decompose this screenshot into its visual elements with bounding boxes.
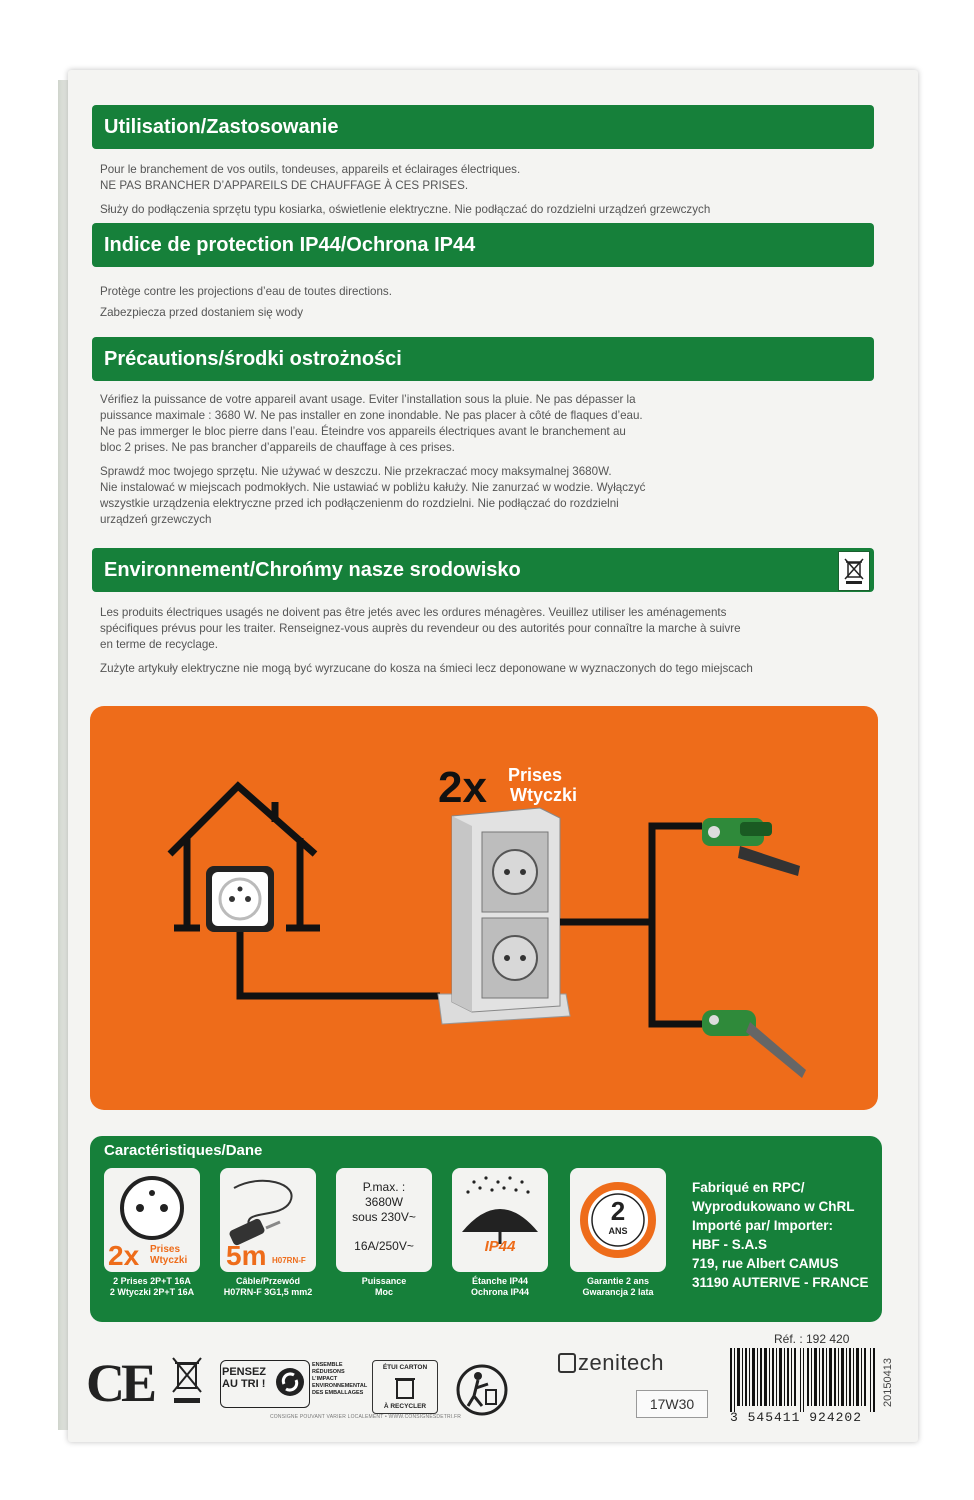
power-text: P.max. : 3680W sous 230V~ 16A/250V~	[352, 1180, 416, 1253]
diagram-label-wtyczki: Wtyczki	[510, 785, 578, 805]
section-title: Précautions/środki ostrożności	[104, 347, 402, 370]
ip44-label: IP44	[484, 1238, 516, 1255]
warranty-unit: ANS	[608, 1226, 628, 1236]
spec-tile-power	[336, 1168, 432, 1272]
paragraph-fr: Pour le branchement de vos outils, tondeuses, appareils et éclairages électriques. NE PAS BRANCHER D’APPAREILS DE CHAUFFAGE À CES PRISES.	[100, 163, 521, 192]
tile-big-value: 2x	[108, 1240, 140, 1271]
triman-pensez-au-tri	[220, 1360, 368, 1406]
zenitech-logo-icon	[558, 1353, 576, 1373]
recycle-arrows-icon	[274, 1366, 306, 1398]
ce-mark: CE	[86, 1353, 154, 1413]
tidyman-icon	[454, 1362, 510, 1418]
spec-tile-ip44	[452, 1168, 548, 1272]
spec-caption-sockets: 2 Prises 2P+T 16A 2 Wtyczki 2P+T 16A	[109, 1276, 195, 1297]
emballages-text: ENSEMBLE RÉDUISONS L’IMPACT ENVIRONNEMENTAL DES EMBALLAGES	[312, 1362, 368, 1396]
diagram-count-label: 2x	[438, 763, 487, 812]
spec-tile-cable	[220, 1168, 316, 1272]
section-body-utilisation	[100, 162, 840, 226]
paragraph-pl: Służy do podłączenia sprzętu typu kosiarka, oświetlenie elektryczne. Nie podłączać do rozdzielni urządzeń grzewczych	[100, 203, 711, 216]
outdoor-socket-pillar-icon	[438, 808, 570, 1024]
paragraph-pl: Zabezpiecza przed dostaniem się wody	[100, 306, 303, 319]
warranty-number: 2	[610, 1196, 626, 1226]
section-body-protection	[100, 284, 840, 329]
print-date: 20150413	[882, 1358, 894, 1407]
section-header-environnement	[92, 548, 874, 592]
paragraph-fr: Vérifiez la puissance de votre appareil avant usage. Eviter l’installation sous la pluie. Ne pas dépasser la puissance maximale : 3680 W. Ne pas installer en zone inondable. Ne pas placer à côté de flaques d’eau. Ne pas immerger le bloc pierre dans l’eau. Éteindre vos appareils électriques avant le branchement au bloc 2 prises. Ne pas brancher d’appareils de chauffage à ces prises.	[100, 393, 643, 454]
characteristics-title: Caractéristiques/Dane	[104, 1142, 263, 1159]
cable-line	[652, 826, 702, 1024]
tile-small-label: Prises Wtyczki	[150, 1244, 188, 1266]
hedge-trimmer-icon	[680, 1010, 806, 1078]
recycle-bin-icon	[393, 1374, 417, 1400]
section-title: Environnement/Chrońmy nasze srodowisko	[104, 558, 521, 581]
etui-carton-badge: ÉTUI CARTON À RECYCLER	[372, 1360, 438, 1414]
spec-caption-power: Puissance Moc	[361, 1276, 407, 1297]
section-header-protection	[92, 223, 874, 267]
consigne-text: CONSIGNE POUVANT VARIER LOCALEMENT • WWW.CONSIGNESDETRI.FR	[270, 1414, 462, 1420]
section-title: Indice de protection IP44/Ochrona IP44	[104, 233, 476, 256]
manufacturer-info: Fabriqué en RPC/ Wyprodukowano w ChRL Importé par/ Importer: HBF - S.A.S 719, rue Albert CAMUS 31190 AUTERIVE - FRANCE	[692, 1180, 869, 1290]
section-body-precautions	[100, 392, 840, 536]
brand-logo: zenitech	[558, 1350, 664, 1376]
weee-bin-icon	[170, 1356, 204, 1406]
paragraph-pl: Sprawdź moc twojego sprzętu. Nie używać w deszczu. Nie przekraczać mocy maksymalnej 3680W. Nie instalować w miejscach podmokłych. Nie ustawiać w pobliżu kałuży. Nie zanurzać w wodzie. Wyłączyć wszystkie urządzenia elektryczne przed ich podłączenienm do rozdzielni. Nie podłączać do rozdzielni urządzeń grzewczych	[100, 465, 646, 526]
section-body-environnement	[100, 605, 840, 685]
umbrella-rain-icon	[452, 1168, 548, 1272]
barcode-number: 3 545411 924202	[730, 1410, 863, 1425]
diagram-label-prises: Prises	[508, 765, 563, 785]
spec-tile-warranty	[570, 1168, 666, 1272]
tile-big-value: 5m	[226, 1240, 267, 1271]
connection-diagram	[90, 706, 878, 1110]
tile-small-label: H07RN-F	[272, 1256, 306, 1265]
reference-number: Réf. : 192 420	[774, 1332, 850, 1346]
wall-socket-icon	[206, 866, 274, 932]
characteristics-panel	[90, 1136, 882, 1322]
spec-tile-sockets	[104, 1168, 200, 1272]
production-code: 17W30	[636, 1390, 708, 1418]
paragraph-pl: Zużyte artykuły elektryczne nie mogą być wyrzucane do kosza na śmieci lecz deponowane w wyznaczonych do tego miejscach	[100, 662, 753, 675]
cable-line	[240, 932, 440, 996]
spec-caption-cable: Câble/Przewód H07RN-F 3G1,5 mm2	[223, 1276, 313, 1297]
spec-caption-warranty: Garantie 2 ans Gwarancja 2 lata	[582, 1276, 654, 1297]
pensez-text: PENSEZ AU TRI !	[222, 1366, 267, 1390]
paragraph-fr: Les produits électriques usagés ne doivent pas être jetés avec les ordures ménagères. Veuillez utiliser les aménagements spécifiques prévus pour les traiter. Renseignez-vous auprès du revendeur ou des autorités pour connaître la marche à suivre en terme de recyclage.	[100, 606, 741, 651]
section-header-utilisation	[92, 105, 874, 149]
barcode-icon	[730, 1348, 878, 1412]
weee-bin-icon	[838, 551, 870, 591]
spec-caption-ip44: Étanche IP44 Ochrona IP44	[470, 1276, 530, 1297]
section-title: Utilisation/Zastosowanie	[104, 115, 339, 138]
paragraph-fr: Protège contre les projections d’eau de toutes directions.	[100, 285, 392, 298]
section-header-precautions	[92, 337, 874, 381]
